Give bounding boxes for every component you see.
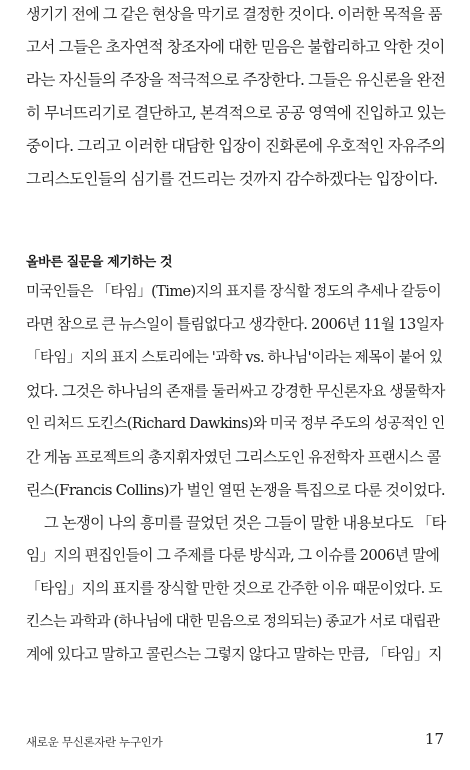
- text-line: 간 게놈 프로젝트의 총지휘자였던 그리스도인 유전학자 프랜시스 콜: [26, 448, 441, 466]
- text-line: 중이다. 그리고 이러한 대담한 입장이 진화론에 우호적인 자유주의: [26, 137, 446, 155]
- text-line: 린스(Francis Collins)가 벌인 열띤 논쟁을 특집으로 다룬 것이었다.: [26, 481, 446, 499]
- section-heading: 올바른 질문을 제기하는 것: [26, 255, 173, 270]
- text-line: 고서 그들은 초자연적 창조자에 대한 믿음은 불합리하고 악한 것이: [26, 38, 445, 56]
- text-line: 었다. 그것은 하나님의 존재를 둘러싸고 강경한 무신론자요 생물학자: [26, 382, 445, 400]
- text-line: 그 논쟁이 나의 흥미를 끌었던 것은 그들이 말한 내용보다도 「타: [44, 514, 446, 532]
- text-line: 「타임」지의 표지를 장식할 만한 것으로 간주한 이유 때문이었다. 도: [26, 580, 442, 597]
- running-footer-title: 새로운 무신론자란 누구인가: [26, 735, 163, 749]
- text-line: 히 무너뜨리기로 결단하고, 본격적으로 공공 영역에 진입하고 있는: [26, 104, 446, 122]
- text-line: 인 리처드 도킨스(Richard Dawkins)와 미국 정부 주도의 성공적인 인: [26, 416, 445, 432]
- text-line: 라면 참으로 큰 뉴스일이 틀림없다고 생각한다. 2006년 11월 13일자: [26, 316, 443, 333]
- text-line: 「타임」지의 표지 스토리에는 '과학 vs. 하나님'이라는 제목이 붙어 있: [26, 350, 443, 366]
- page-number: 17: [424, 730, 444, 748]
- text-line: 킨스는 과학과 (하나님에 대한 믿음으로 정의되는) 종교가 서로 대립관: [26, 614, 440, 630]
- text-line: 미국인들은 「타임」(Time)지의 표지를 장식할 정도의 추세나 갈등이: [26, 284, 441, 300]
- text-line: 그리스도인들의 심기를 건드리는 것까지 감수하겠다는 입장이다.: [26, 170, 438, 188]
- text-line: 임」지의 편집인들이 그 주제를 다룬 방식과, 그 이슈를 2006년 말에: [26, 547, 440, 564]
- text-line: 생기기 전에 그 같은 현상을 막기로 결정한 것이다. 이러한 목적을 품: [26, 5, 442, 23]
- text-line: 계에 있다고 말하고 콜린스는 그렇지 않다고 말하는 만큼, 「타임」지: [26, 646, 442, 663]
- text-line: 라는 자신들의 주장을 적극적으로 주장한다. 그들은 유신론을 완전: [26, 71, 446, 89]
